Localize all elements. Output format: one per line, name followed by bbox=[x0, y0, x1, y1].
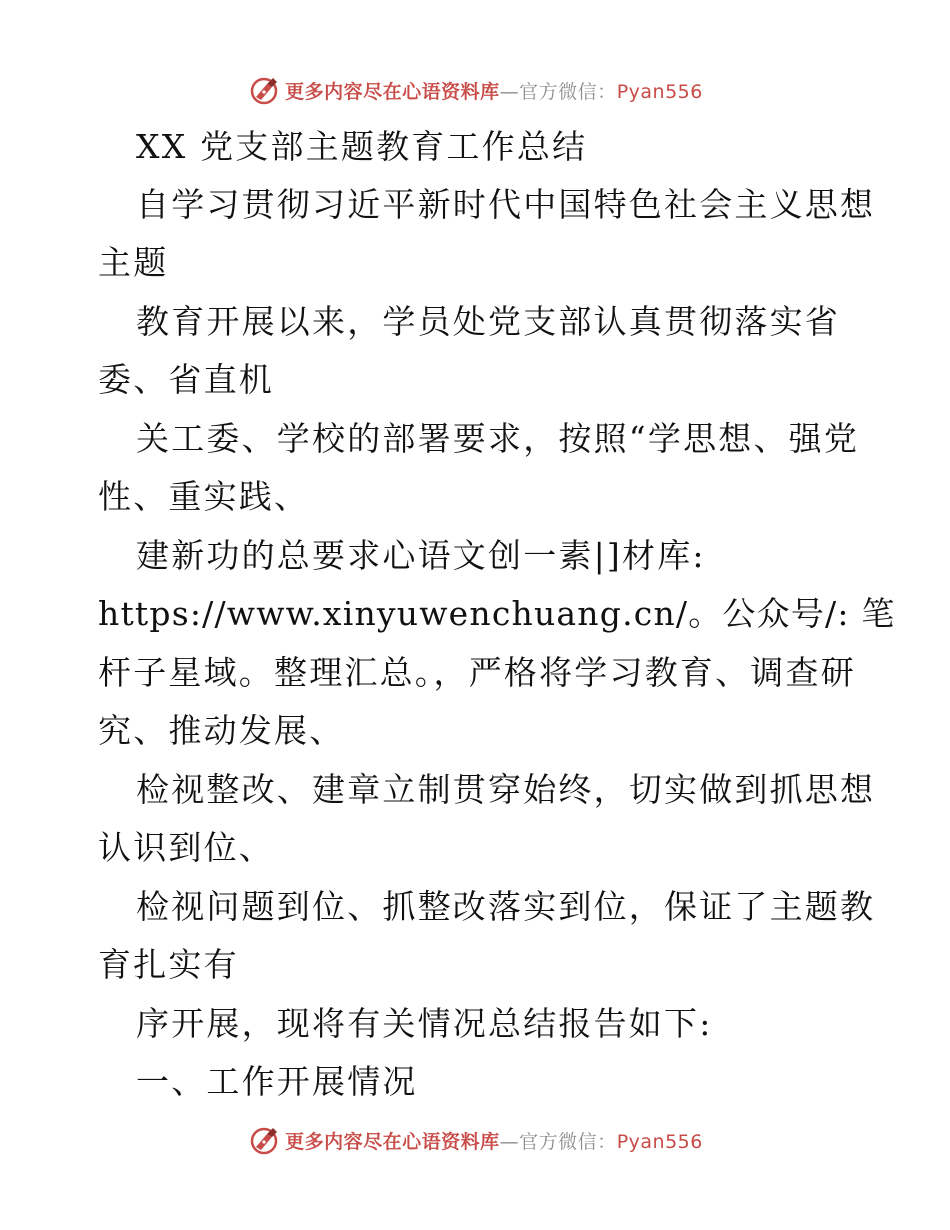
banner-main-text: 更多内容尽在心语资料库 bbox=[285, 80, 500, 103]
paragraph-line: 关工委、学校的部署要求，按照“学思想、强党 bbox=[136, 419, 860, 458]
banner-wechat-id: Pyan556 bbox=[616, 80, 703, 103]
document-title: XX 党支部主题教育工作总结 bbox=[136, 127, 588, 166]
paragraph-line: 杆子星域。整理汇总。，严格将学习教育、调查研 bbox=[98, 653, 856, 692]
pen-nib-logo-icon bbox=[247, 73, 281, 107]
paragraph-line: 建新功的总要求心语文创一素|]材库: bbox=[136, 536, 706, 575]
section-heading: 一、工作开展情况 bbox=[136, 1062, 418, 1101]
banner-wechat-id: Pyan556 bbox=[616, 1130, 703, 1153]
banner-text bbox=[285, 1127, 703, 1154]
paragraph-line: 性、重实践、 bbox=[98, 477, 310, 516]
paragraph-line: 认识到位、 bbox=[98, 828, 274, 867]
paragraph-line: 究、推动发展、 bbox=[98, 711, 345, 750]
banner-wechat-label: 官方微信： bbox=[519, 1130, 617, 1153]
paragraph-line: 检视整改、建章立制贯穿始终，切实做到抓思想 bbox=[136, 770, 876, 809]
banner-wechat-label: 官方微信： bbox=[519, 80, 617, 103]
banner-text bbox=[285, 77, 703, 104]
paragraph-line: 检视问题到位、抓整改落实到位，保证了主题教 bbox=[136, 887, 876, 926]
paragraph-line: 教育开展以来，学员处党支部认真贯彻落实省 bbox=[136, 302, 840, 341]
banner-main-text: 更多内容尽在心语资料库 bbox=[285, 1130, 500, 1153]
pen-nib-logo-icon bbox=[247, 1123, 281, 1157]
paragraph-line: https://www.xinyuwenchuang.cn/。公众号/: 笔 bbox=[98, 594, 896, 633]
banner-separator: — bbox=[499, 80, 520, 103]
header-watermark-banner bbox=[0, 70, 950, 110]
paragraph-line: 序开展，现将有关情况总结报告如下: bbox=[136, 1004, 713, 1043]
paragraph-line: 自学习贯彻习近平新时代中国特色社会主义思想 bbox=[136, 185, 876, 224]
paragraph-line: 育扎实有 bbox=[98, 945, 239, 984]
footer-watermark-banner bbox=[0, 1120, 950, 1160]
banner-separator: — bbox=[499, 1130, 520, 1153]
paragraph-line: 委、省直机 bbox=[98, 360, 274, 399]
paragraph-line: 主题 bbox=[98, 243, 169, 282]
